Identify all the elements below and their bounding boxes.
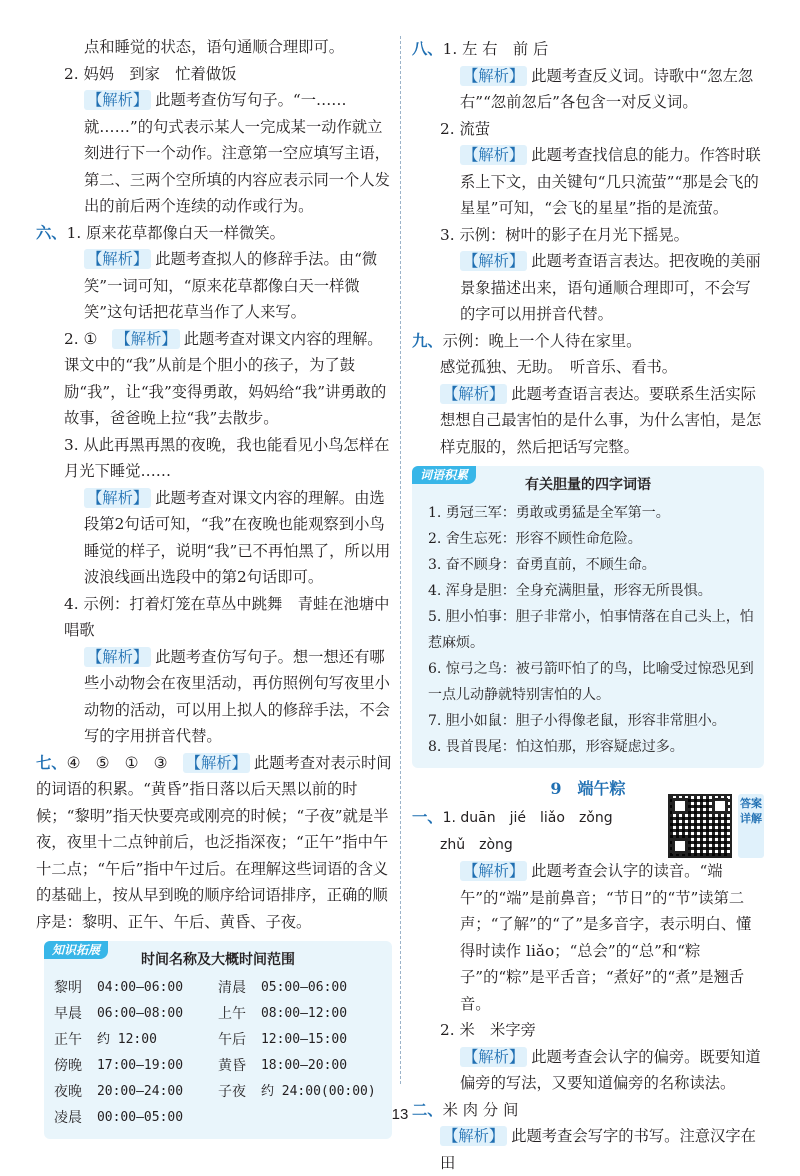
- box-badge: 词语积累: [412, 466, 476, 484]
- answer-item: 感觉孤独、无助。 听音乐、看书。: [440, 358, 678, 376]
- right-column: [412, 36, 764, 1176]
- idiom-item: 4. 浑身是胆：全身充满胆量，形容无所畏惧。: [428, 583, 712, 599]
- box-badge: 知识拓展: [44, 941, 108, 959]
- time-range: 04:00—06:00: [96, 980, 184, 995]
- answer-item: 2. 米 米字旁: [440, 1021, 536, 1039]
- time-name: 凌晨: [54, 1110, 82, 1126]
- answer-item: 3. 示例：树叶的影子在月光下摇晃。: [440, 225, 689, 244]
- section-seven: 七、④ ⑤ ① ③ 【解析】 此题考查对表示时间的词语的积累。“黄昏”指日落以后天黑以前的时候；“黎明”指天快要亮或刚亮的时候；“子夜”就是半夜，夜里十二点钟前后，也泛指深夜；“正午”指中午十二点；“午后”指中午过后。在理解这些词语的含义的基础上，按从早到晚的顺序给词语排序，正确的顺序是：黎明、正午、午后、黄昏、子夜。: [36, 753, 392, 931]
- column-divider: [400, 36, 401, 1084]
- idiom-item: 5. 胆小怕事：胆子非常小，怕事情落在自己头上，怕惹麻烦。: [428, 609, 754, 651]
- idiom-item: 2. 舍生忘死：形容不顾性命危险。: [428, 531, 642, 547]
- time-name: 子夜: [218, 1084, 246, 1100]
- time-range: 05:00—06:00: [260, 980, 348, 995]
- time-name: 正午: [54, 1032, 82, 1048]
- analysis-block: 【解析】 此题考查会认字的偏旁。既要知道偏旁的写法，又要知道偏旁的名称读法。: [460, 1047, 761, 1092]
- answer-item: 2. 妈妈 到家 忙着做饭: [64, 64, 237, 83]
- qr-code-image[interactable]: [668, 794, 732, 858]
- analysis-block: 【解析】 此题考查拟人的修辞手法。由“微笑”一词可知，“原来花草都像白天一样微笑”这句话把花草当作了人来写。: [84, 250, 378, 321]
- section-eight: 八、1. 左 右 前 后: [412, 40, 549, 58]
- lesson-title: 9 端午粽: [550, 779, 626, 798]
- analysis-block: 【解析】 此题考查语言表达。要联系生活实际想想自己最害怕的是什么事，为什么害怕，是怎样克服的，然后把话写完整。: [440, 384, 762, 456]
- time-name: 夜晚: [54, 1084, 82, 1100]
- time-row: [54, 1053, 382, 1079]
- answer-item: 3. 从此再黑再黑的夜晚，我也能看见小鸟怎样在月光下睡觉……: [64, 435, 390, 480]
- time-range: 约 12:00: [96, 1032, 157, 1047]
- time-name: 黄昏: [218, 1058, 246, 1074]
- analysis-block: 【解析】 此题考查语言表达。把夜晚的美丽景象描述出来，语句通顺合理即可，不会写的字可以用拼音代替。: [460, 252, 761, 323]
- analysis-block: 【解析】 此题考查找信息的能力。作答时联系上下文，由关键句“几只流萤”“那是会飞的星星”可知，“会飞的星星”指的是流萤。: [460, 146, 761, 217]
- time-range: 06:00—08:00: [96, 1006, 184, 1021]
- pinyin-line: zhǔ zòng: [440, 836, 513, 853]
- time-range: 约 24:00(00:00): [260, 1084, 376, 1099]
- time-range: 20:00—24:00: [96, 1084, 184, 1099]
- qr-label: 答案详解: [738, 794, 764, 858]
- idiom-list: [422, 500, 754, 760]
- time-range: 12:00—15:00: [260, 1032, 348, 1047]
- analysis-block: 【解析】 此题考查对课文内容的理解。由选段第2句话可知，“我”在夜晚也能观察到小鸟睡觉的样子，说明“我”已不再怕黑了，所以用波浪线画出选段中的第2句话即可。: [84, 488, 391, 586]
- left-column: [36, 36, 392, 1145]
- time-name: 上午: [218, 1006, 246, 1022]
- answer-item: 4. 示例：打着灯笼在草丛中跳舞 青蛙在池塘中唱歌: [64, 594, 390, 639]
- idiom-item: 3. 奋不顾身：奋勇直前，不顾生命。: [428, 557, 656, 573]
- time-range: 08:00—12:00: [260, 1006, 348, 1021]
- page-number: 13: [391, 1106, 409, 1123]
- time-row: [54, 1001, 382, 1027]
- answer-item: 2. 流萤: [440, 119, 491, 138]
- idiom-item: 7. 胆小如鼠：胆子小得像老鼠，形容非常胆小。: [428, 713, 726, 729]
- analysis-block: 【解析】 此题考查仿写句子。“一……就……”的句式表示某人一完成某一动作就立刻进行下一个动作。注意第一空应填写主语，第二、三两个空所填的内容应表示同一个人发出的前后两个连续的动作或行为。: [84, 91, 390, 215]
- vocabulary-box: [412, 466, 764, 768]
- answer-item: 2. ① 【解析】 此题考查对课文内容的理解。课文中的“我”从前是个胆小的孩子，为了鼓励“我”，让“我”变得勇敢，妈妈给“我”讲勇敢的故事，爸爸晚上拉“我”去散步。: [64, 329, 387, 427]
- analysis-block: 【解析】 此题考查会认字的读音。“端午”的“端”是前鼻音；“节日”的“节”读第二声；“了解”的“了”是多音字，表示明白、懂得时读作 liǎo；“总会”的“总”和“粽子”的“粽”是平舌音；“煮好”的“煮”是翘舌音。: [460, 862, 752, 1013]
- section-number: 六、: [36, 223, 67, 242]
- time-name: 早晨: [54, 1006, 82, 1022]
- section-two: 二、米 肉 分 间: [412, 1100, 519, 1119]
- answer-text: 点和睡觉的状态，语句通顺合理即可。: [84, 38, 345, 56]
- analysis-block: 【解析】 此题考查反义词。诗歌中“忽左忽右”“忽前忽后”各包含一对反义词。: [460, 66, 754, 111]
- idiom-item: 8. 畏首畏尾：怕这怕那，形容疑虑过多。: [428, 739, 684, 755]
- box-title: 时间名称及大概时间范围: [141, 952, 295, 968]
- idiom-item: 6. 惊弓之鸟：被弓箭吓怕了的鸟，比喻受过惊恐见到一点儿动静就特别害怕的人。: [428, 661, 754, 703]
- time-name: 黎明: [54, 980, 82, 996]
- section-nine: 九、示例：晚上一个人待在家里。: [412, 331, 642, 350]
- time-row: [54, 1027, 382, 1053]
- time-range: 18:00—20:00: [260, 1058, 348, 1073]
- time-range: 17:00—19:00: [96, 1058, 184, 1073]
- qr-code[interactable]: [668, 794, 764, 858]
- section-six: 六、1. 原来花草都像白天一样微笑。: [36, 223, 285, 242]
- section-one: 一、1. duān jié liǎo zǒng: [412, 808, 613, 826]
- time-row: [54, 1079, 382, 1105]
- idiom-item: 1. 勇冠三军：勇敢或勇猛是全军第一。: [428, 505, 670, 521]
- time-row: [54, 975, 382, 1001]
- time-range: 00:00—05:00: [96, 1110, 184, 1125]
- time-name: 清晨: [218, 980, 246, 996]
- analysis-tag: 【解析】: [84, 90, 151, 110]
- time-name: 午后: [218, 1032, 246, 1048]
- box-title: 有关胆量的四字词语: [525, 477, 651, 493]
- time-name: 傍晚: [54, 1058, 82, 1074]
- analysis-block: 【解析】 此题考查仿写句子。想一想还有哪些小动物会在夜里活动，再仿照例句写夜里小动物的活动，可以用上拟人的修辞手法，不会写的字用拼音代替。: [84, 647, 390, 745]
- analysis-block: 【解析】 此题考查会写字的书写。注意汉字在田: [440, 1127, 756, 1172]
